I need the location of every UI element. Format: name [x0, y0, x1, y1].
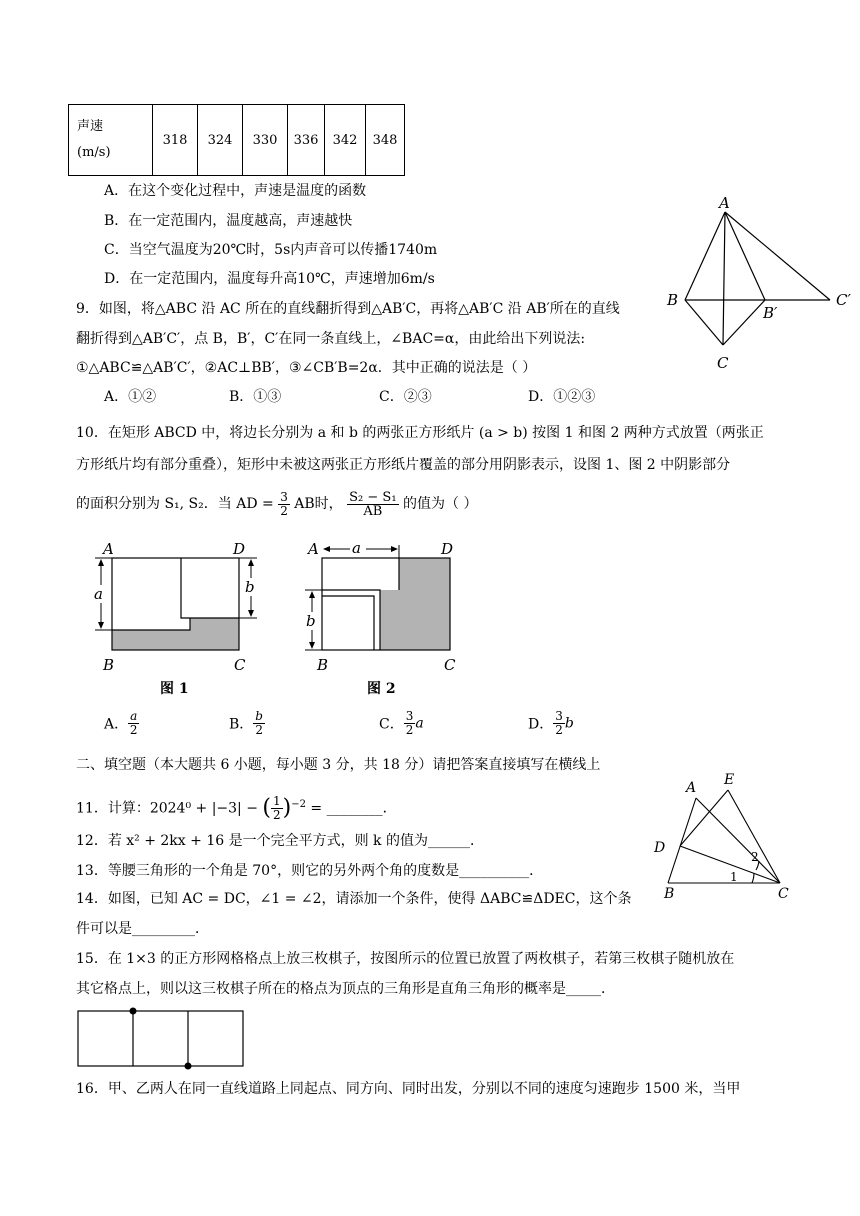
fig1-label-b: B: [103, 656, 115, 674]
q9-option-d: D．①②③: [528, 389, 596, 405]
fig1-label-side-b: b: [245, 578, 255, 596]
q10-option-b: B． $\frac{b}{2}$: [229, 709, 263, 737]
fig2-label-a: A: [308, 540, 319, 558]
fig14-label-2: 2: [751, 850, 759, 864]
fig2-label-side-a: a: [352, 539, 361, 557]
q9-option-a: A．①②: [104, 389, 157, 405]
fig2-caption: 图 2: [367, 681, 396, 697]
q10-option-a: A． $\frac{a}{2}$: [104, 709, 138, 737]
q15-line2: 其它格点上，则以这三枚棋子所在的格点为顶点的三角形是直角三角形的概率是_____．: [76, 981, 615, 997]
q13: 13．等腰三角形的一个角是 70°，则它的另外两个角的度数是__________．: [76, 863, 544, 879]
fig14-label-e: E: [724, 772, 735, 788]
q10-ad-fraction: [278, 491, 290, 518]
q10-line3-mid: AB时，: [294, 496, 343, 512]
fig1-label-a: A: [103, 540, 114, 558]
table-cell: 342: [325, 105, 366, 176]
fig1-label-side-a: a: [94, 585, 103, 603]
q9-line3: ①△ABC≌△AB′C′，②AC⊥BB′，③∠CB′B=2α．其中正确的说法是（ ）: [76, 360, 537, 376]
q10-ad-den: 2: [280, 503, 288, 518]
q11: 11．计算：2024⁰ + |−3| − ( $\frac{1}{2}$ )$^{-2}$ = ________．: [76, 794, 397, 823]
q10-ad-num: 3: [280, 489, 288, 504]
q10-line3-prefix: 的面积分别为 S₁, S₂．当 AD =: [76, 496, 274, 512]
fig14-label-d: D: [654, 840, 666, 856]
fig2-label-d: D: [441, 540, 454, 558]
fig9-label-b: B: [667, 291, 679, 309]
q14-figure: [648, 770, 793, 900]
q8-option-d: D．在一定范围内，温度每升高10℃，声速增加6m/s: [104, 271, 435, 287]
chess-piece-2: [185, 1063, 192, 1070]
fig1-label-d: D: [233, 540, 246, 558]
q10-line2: 方形纸片均有部分重叠），矩形中未被这两张正方形纸片覆盖的部分用阴影表示，设图 1、图 2 中阴影部分: [76, 457, 731, 473]
q16-line1: 16．甲、乙两人在同一直线道路上同起点、同方向、同时出发，分别以不同的速度匀速跑步 1500 米，当甲: [76, 1081, 741, 1097]
table-header-line2: (m/s): [77, 145, 111, 160]
q9-option-c: C．②③: [379, 389, 432, 405]
fig9-label-a: A: [719, 194, 730, 212]
speed-table: [68, 104, 405, 176]
q14-line2: 件可以是_________．: [76, 921, 209, 937]
fig2-label-c: C: [444, 656, 456, 674]
q15-line1: 15．在 1×3 的正方形网格格点上放三枚棋子，按图所示的位置已放置了两枚棋子，若第三枚棋子随机放在: [76, 951, 735, 967]
fig14-label-a: A: [686, 780, 697, 796]
table-header-cell: [69, 105, 153, 176]
fig1-label-c: C: [234, 656, 246, 674]
q8-option-b: B．在一定范围内，温度越高，声速越快: [104, 213, 353, 229]
section2-heading: 二、填空题（本大题共 6 小题，每小题 3 分，共 18 分）请把答案直接填写在横线上: [76, 757, 601, 773]
fig9-label-b-prime: B′: [763, 304, 778, 322]
fig2-label-side-b: b: [306, 612, 316, 630]
q10-option-d: D． $\frac{3}{2}$ b: [528, 709, 574, 737]
fig14-label-1: 1: [730, 870, 738, 884]
q12: 12．若 x² + 2kx + 16 是一个完全平方式，则 k 的值为______．: [76, 833, 484, 849]
q9-line1: 9．如图，将△ABC 沿 AC 所在的直线翻折得到△AB′C，再将△AB′C 沿 AB′所在的直线: [76, 301, 620, 317]
fig14-label-b: B: [664, 886, 675, 900]
table-cell: 330: [243, 105, 288, 176]
q9-figure: [660, 190, 860, 375]
fig9-label-c-prime: C′: [836, 291, 851, 309]
q10-ratio-den: AB: [363, 503, 383, 519]
q9-option-b: B．①③: [229, 389, 282, 405]
q8-option-c: C．当空气温度为20℃时，5s内声音可以传播1740m: [104, 242, 438, 258]
fig1-caption: 图 1: [160, 681, 189, 697]
q10-ratio-fraction: [347, 491, 398, 518]
q10-line1: 10．在矩形 ABCD 中，将边长分别为 a 和 b 的两张正方形纸片 (a > b) 按图 1 和图 2 两种方式放置（两张正: [76, 425, 764, 441]
table-header-line1: 声速: [77, 119, 104, 134]
fig14-label-c: C: [778, 886, 789, 900]
chess-piece-1: [130, 1008, 137, 1015]
q10-line3-suffix: 的值为（ ）: [403, 496, 478, 512]
fig9-label-c: C: [717, 354, 729, 372]
table-cell: 348: [366, 105, 405, 176]
q14-line1: 14．如图，已知 AC = DC，∠1 = ∠2，请添加一个条件，使得 ΔABC≌ΔDEC，这个条: [76, 891, 632, 907]
q15-grid-figure: [74, 1006, 249, 1072]
fig2-label-b: B: [317, 656, 329, 674]
q9-line2: 翻折得到△AB′C′，点 B，B′，C′在同一条直线上，∠BAC=α，由此给出下列说法:: [76, 331, 586, 347]
q10-line3: [76, 486, 477, 522]
q10-ratio-num: S₂ − S₁: [349, 489, 397, 505]
figure-2: [305, 539, 456, 697]
table-cell: 318: [153, 105, 198, 176]
table-cell: 324: [198, 105, 243, 176]
q10-figures: [85, 535, 485, 700]
q10-option-c: C． $\frac{3}{2}$ a: [379, 709, 424, 737]
q8-option-a: A．在这个变化过程中，声速是温度的函数: [104, 183, 367, 199]
table-cell: 336: [288, 105, 325, 176]
figure-1: [93, 540, 258, 697]
